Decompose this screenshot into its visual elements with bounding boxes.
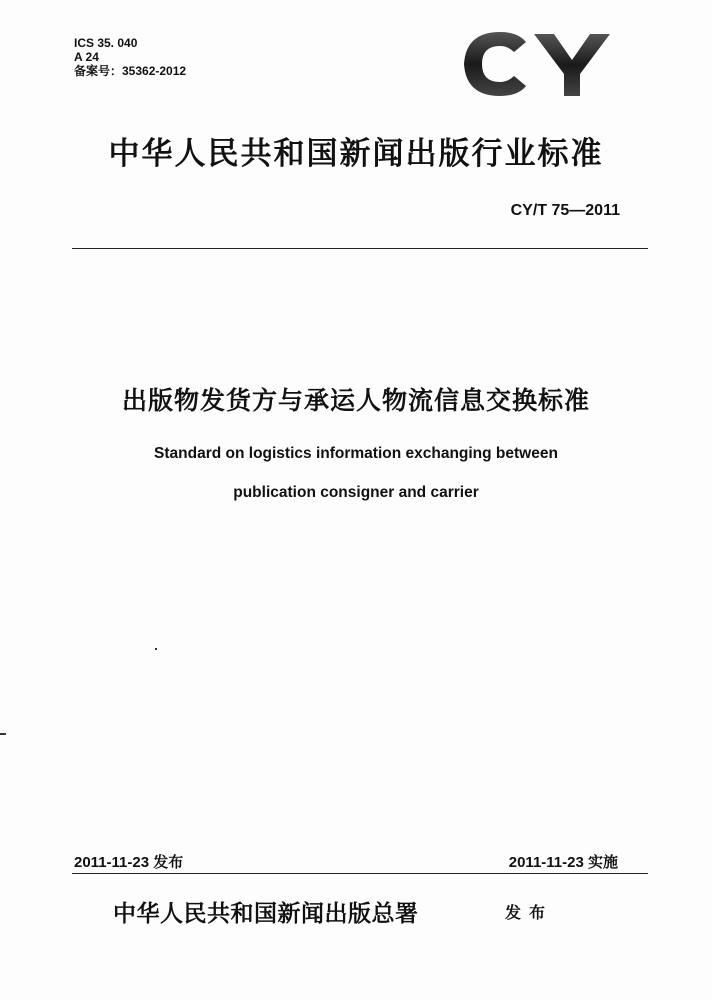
filing-number: 备案号：35362-2012 <box>74 64 187 78</box>
issuing-category-title: 中华人民共和国新闻出版行业标准 <box>108 136 604 172</box>
publisher-name: 中华人民共和国新闻出版总署 <box>113 900 419 927</box>
ics-code: ICS 35. 040 <box>74 36 138 50</box>
bottom-divider <box>72 873 648 874</box>
scan-speck <box>155 648 157 650</box>
implementation-date: 2011-11-23 实施 <box>508 854 618 871</box>
scan-speck <box>0 733 6 735</box>
standard-title-zh: 出版物发货方与承运人物流信息交换标准 <box>121 386 590 415</box>
issue-date: 2011-11-23 发布 <box>74 854 184 871</box>
publish-label: 发布 <box>505 903 554 922</box>
standard-title-en-line2: publication consigner and carrier <box>233 484 479 501</box>
class-code: A 24 <box>74 50 99 64</box>
cy-logo <box>456 28 616 100</box>
standard-number: CY/T 75—2011 <box>510 202 620 219</box>
standard-title-en-line1: Standard on logistics information exchanging between <box>154 445 558 462</box>
document-meta <box>74 36 186 78</box>
top-divider <box>72 248 648 249</box>
